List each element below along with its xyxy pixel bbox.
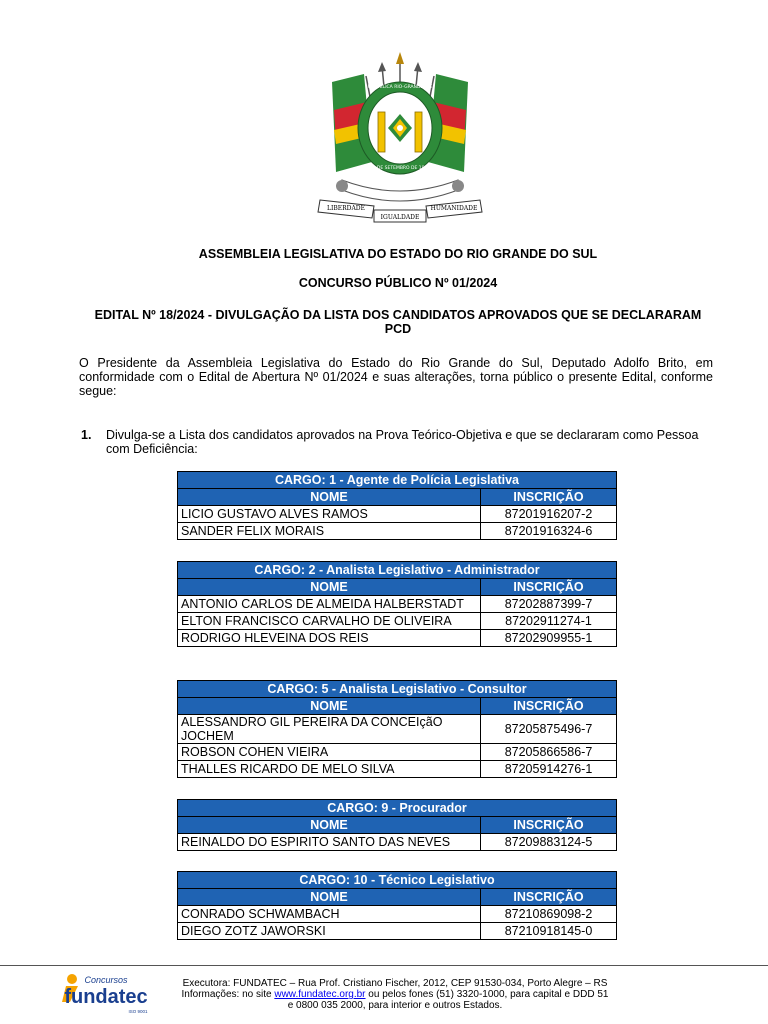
cargo-table-10 (177, 871, 617, 940)
cell-nome: RODRIGO HLEVEINA DOS REIS (178, 630, 481, 647)
table-row (178, 715, 617, 744)
edital-title-line1: EDITAL Nº 18/2024 - DIVULGAÇÃO DA LISTA DOS CANDIDATOS APROVADOS QUE SE DECLARARAM (94, 308, 702, 322)
footer-info (160, 978, 630, 1011)
fundatec-site-link[interactable]: www.fundatec.org.br (274, 989, 366, 1000)
table-row (178, 506, 617, 523)
cell-nome: SANDER FELIX MORAIS (178, 523, 481, 540)
cargo-title: CARGO: 1 - Agente de Polícia Legislativa (178, 472, 617, 489)
col-inscricao: INSCRIÇÃO (481, 817, 617, 834)
footer-divider (0, 965, 768, 966)
cell-inscricao: 87205875496-7 (481, 715, 617, 744)
logo-concursos: Concursos (84, 975, 128, 985)
col-inscricao: INSCRIÇÃO (481, 698, 617, 715)
cell-inscricao: 87201916207-2 (481, 506, 617, 523)
cell-inscricao: 87202909955-1 (481, 630, 617, 647)
cell-inscricao: 87209883124-5 (481, 834, 617, 851)
cell-inscricao: 87201916324-6 (481, 523, 617, 540)
col-nome: NOME (178, 698, 481, 715)
col-inscricao: INSCRIÇÃO (481, 489, 617, 506)
cell-nome: ALESSANDRO GIL PEREIRA DA CONCEIçãO JOCHEM (178, 715, 481, 744)
item-1-number: 1. (81, 428, 92, 442)
table-row (178, 613, 617, 630)
footer-line-3: e 0800 035 2000, para interior e outros Estados. (287, 1000, 503, 1011)
item-1-text: Divulga-se a Lista dos candidatos aprovados na Prova Teórico-Objetiva e que se declararam como Pessoa com Deficiência: (106, 428, 699, 456)
table-row (178, 744, 617, 761)
cargo-title: CARGO: 9 - Procurador (178, 800, 617, 817)
cargo-title: CARGO: 2 - Analista Legislativo - Administrador (178, 562, 617, 579)
cell-inscricao: 87205914276-1 (481, 761, 617, 778)
motto-igualdade: IGUALDADE (380, 214, 420, 221)
ribbon-republica: REPÚBLICA RIO-GRANDENSE (367, 85, 433, 90)
contest-title: CONCURSO PÚBLICO Nº 01/2024 (298, 276, 498, 290)
cell-inscricao: 87202911274-1 (481, 613, 617, 630)
coat-of-arms-rs (312, 52, 488, 228)
footer-line-2-suffix: ou pelos fones (51) 3320-1000, para capital e DDD 51 (365, 989, 609, 1000)
logo-iso: ISO 9001 (128, 1009, 148, 1014)
col-nome: NOME (178, 489, 481, 506)
cell-inscricao: 87202887399-7 (481, 596, 617, 613)
table-row (178, 630, 617, 647)
table-row (178, 906, 617, 923)
institution-title: ASSEMBLEIA LEGISLATIVA DO ESTADO DO RIO GRANDE DO SUL (198, 247, 598, 261)
col-nome: NOME (178, 817, 481, 834)
edital-title (60, 308, 736, 336)
table-row (178, 523, 617, 540)
table-row (178, 923, 617, 940)
table-row (178, 834, 617, 851)
cargo-title: CARGO: 5 - Analista Legislativo - Consultor (178, 681, 617, 698)
logo-fundatec: fundatec (64, 986, 148, 1008)
cell-nome: ROBSON COHEN VIEIRA (178, 744, 481, 761)
footer-line-1: Executora: FUNDATEC – Rua Prof. Cristiano Fischer, 2012, CEP 91530-034, Porto Alegre – RS (182, 978, 608, 989)
cargo-title: CARGO: 10 - Técnico Legislativo (178, 872, 617, 889)
item-1 (79, 428, 715, 456)
col-nome: NOME (178, 889, 481, 906)
footer-line-2 (160, 989, 630, 1000)
table-row (178, 596, 617, 613)
fundatec-logo (54, 972, 154, 1016)
cell-nome: DIEGO ZOTZ JAWORSKI (178, 923, 481, 940)
cell-inscricao: 87205866586-7 (481, 744, 617, 761)
intro-paragraph: O Presidente da Assembleia Legislativa do Estado do Rio Grande do Sul, Deputado Adolfo Brito, em conformidade com o Edital de Abertura Nº 01/2024 e suas alterações, torna público o presente Edital, conforme segue: (79, 356, 713, 398)
motto-liberdade: LIBERDADE (327, 205, 365, 212)
cell-nome: CONRADO SCHWAMBACH (178, 906, 481, 923)
cell-inscricao: 87210869098-2 (481, 906, 617, 923)
cell-nome: THALLES RICARDO DE MELO SILVA (178, 761, 481, 778)
cargo-table-1 (177, 471, 617, 540)
edital-title-line2: PCD (384, 322, 412, 336)
ribbon-date: 20 DE SETEMBRO DE 1835 (369, 166, 431, 171)
footer-line-2-prefix: Informações: no site (181, 989, 275, 1000)
col-nome: NOME (178, 579, 481, 596)
cell-nome: ELTON FRANCISCO CARVALHO DE OLIVEIRA (178, 613, 481, 630)
table-row (178, 761, 617, 778)
cargo-table-9 (177, 799, 617, 851)
col-inscricao: INSCRIÇÃO (481, 579, 617, 596)
cargo-table-2 (177, 561, 617, 647)
cargo-table-5 (177, 680, 617, 778)
col-inscricao: INSCRIÇÃO (481, 889, 617, 906)
cell-nome: ANTONIO CARLOS DE ALMEIDA HALBERSTADT (178, 596, 481, 613)
motto-humanidade: HUMANIDADE (430, 205, 478, 212)
cell-nome: REINALDO DO ESPIRITO SANTO DAS NEVES (178, 834, 481, 851)
cell-inscricao: 87210918145-0 (481, 923, 617, 940)
cell-nome: LICIO GUSTAVO ALVES RAMOS (178, 506, 481, 523)
